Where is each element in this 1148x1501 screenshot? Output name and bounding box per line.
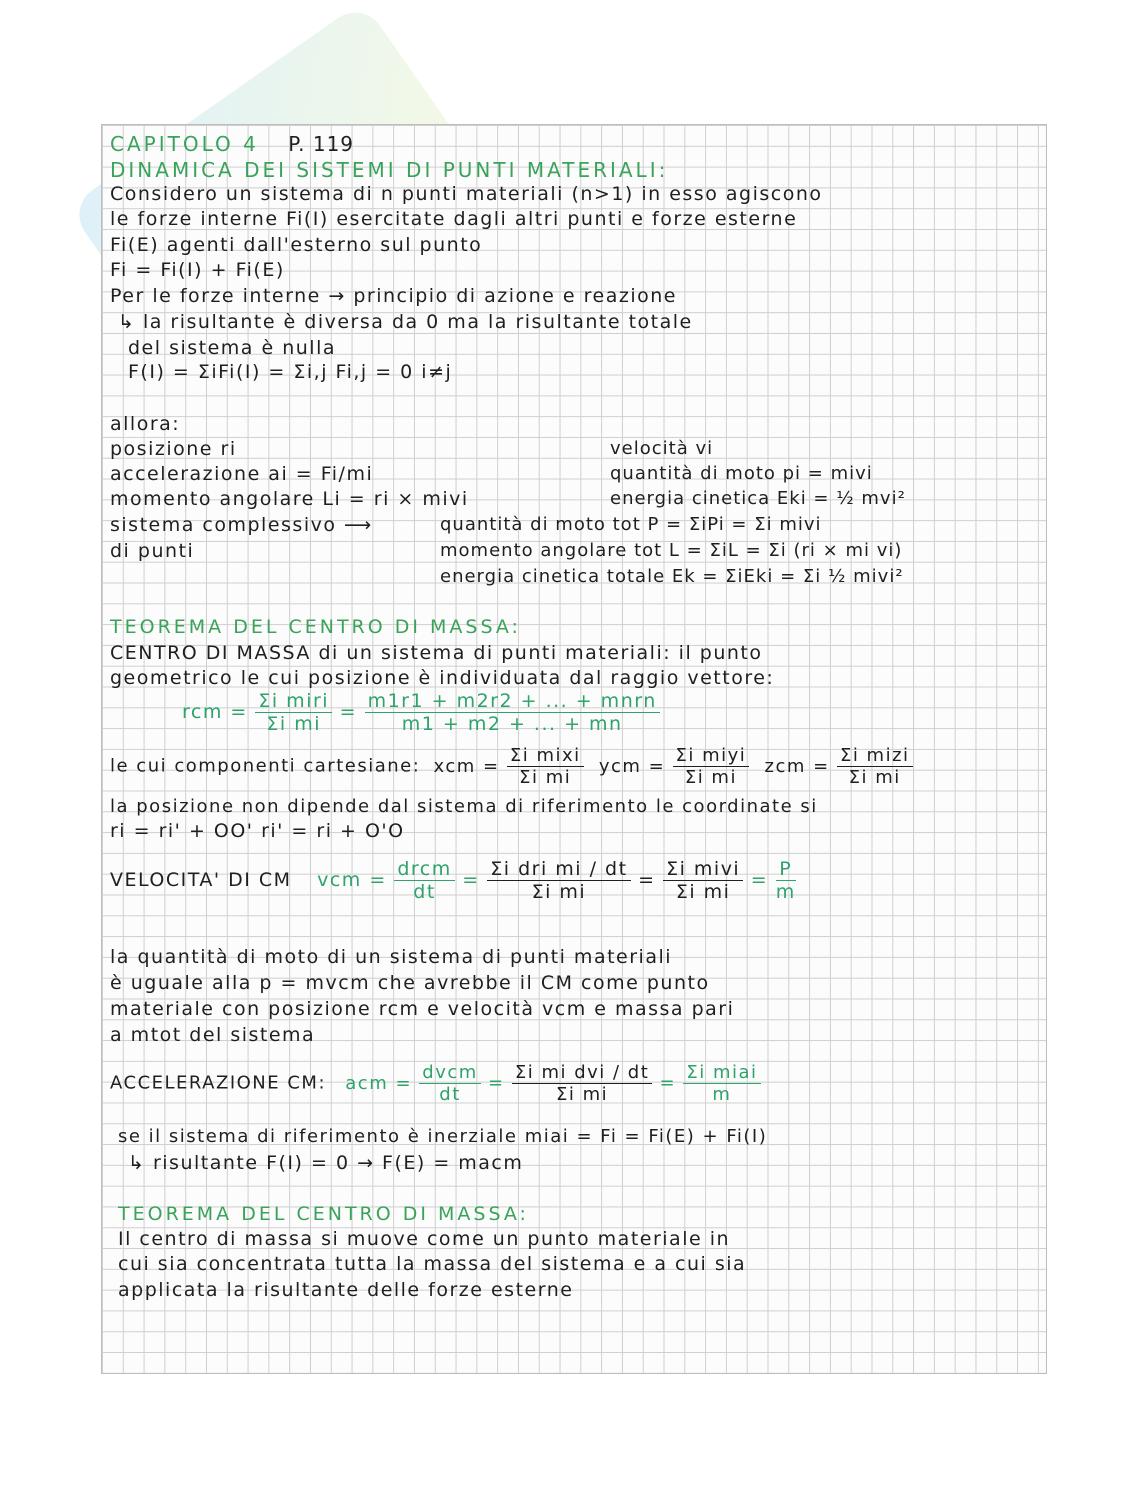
zcm-denominator: Σi mi	[848, 767, 901, 788]
cm-definition-1: CENTRO DI MASSA di un sistema di punti materiali: il punto	[110, 642, 763, 664]
theorem-line-1: Il centro di massa si muove come un punto materiale in	[118, 1228, 731, 1250]
acm-denominator-3: m	[712, 1084, 732, 1105]
vcm-numerator-4: P	[776, 858, 796, 881]
vcm-numerator-2: Σi dri mi / dt	[487, 858, 630, 881]
intro-line-2: le forze interne Fi(I) esercitate dagli altri punti e forze esterne	[110, 208, 798, 230]
ycm-fraction	[673, 745, 750, 788]
quantity-right-6: energia cinetica totale Ek = ΣiEki = Σi ½ mivi²	[440, 566, 904, 587]
acm-numerator-2: Σi mi dvi / dt	[512, 1062, 652, 1084]
quantity-left-2: accelerazione ai = Fi/mi	[110, 463, 374, 485]
quantity-right-2: quantità di moto pi = mivi	[610, 463, 873, 484]
acm-formula	[110, 1062, 761, 1105]
page-number: P. 119	[288, 132, 355, 156]
position-line-2: ri = ri' + OO' ri' = ri + O'O	[110, 820, 405, 842]
cm-definition-2: geometrico le cui posizione è individuata dal raggio vettore:	[110, 667, 775, 689]
velocity-label: VELOCITA' DI CM	[110, 869, 292, 891]
acceleration-label: ACCELERAZIONE CM:	[110, 1072, 327, 1094]
rcm-lhs: rcm =	[182, 701, 248, 723]
rcm-expanded-fraction	[365, 690, 660, 735]
allora-label: allora:	[110, 413, 181, 435]
acm-lhs: acm =	[345, 1072, 413, 1094]
acm-fraction	[419, 1062, 481, 1105]
acm-numerator-3: Σi miai	[683, 1062, 760, 1084]
xcm-lhs: xcm =	[433, 755, 500, 777]
intro-line-5: Per le forze interne → principio di azione e reazione	[110, 285, 677, 307]
vcm-fraction	[394, 858, 454, 903]
acm-equals-2: =	[659, 1072, 677, 1094]
rcm-denominator: Σi mi	[266, 713, 322, 735]
quantity-right-3: energia cinetica Eki = ½ mvi²	[610, 488, 906, 509]
ycm-numerator: Σi miyi	[673, 745, 750, 767]
rcm-fraction	[255, 690, 332, 735]
intro-line-7: del sistema è nulla	[128, 337, 336, 359]
xcm-numerator: Σi mixi	[507, 745, 584, 767]
xcm-fraction	[507, 745, 584, 788]
quantity-left-5: di punti	[110, 540, 195, 562]
vcm-equals-3: =	[750, 869, 769, 891]
inertial-line-2: ↳ risultante F(I) = 0 → F(E) = macm	[128, 1152, 524, 1174]
acm-denominator-2: Σi mi	[555, 1084, 609, 1105]
rcm-equals: =	[339, 701, 358, 723]
section2-heading: TEOREMA DEL CENTRO DI MASSA:	[118, 1203, 529, 1225]
chapter-title: CAPITOLO 4	[110, 132, 259, 156]
zcm-fraction	[837, 745, 913, 788]
vcm-fraction-4	[776, 858, 796, 903]
cartesian-components	[110, 745, 913, 788]
vcm-fraction-3	[663, 858, 743, 903]
quantity-right-4: quantità di moto tot P = ΣiPi = Σi mivi	[440, 514, 822, 535]
vcm-denominator-3: Σi mi	[675, 881, 731, 903]
position-line-1: la posizione non dipende dal sistema di riferimento le coordinate si	[110, 796, 818, 817]
acm-equals-1: =	[488, 1072, 505, 1094]
vcm-numerator: drcm	[394, 858, 454, 881]
quantity-left-1: posizione ri	[110, 438, 237, 460]
ycm-lhs: ycm =	[598, 755, 666, 777]
intro-line-8: F(I) = ΣiFi(I) = Σi,j Fi,j = 0 i≠j	[128, 361, 453, 383]
theorem-line-2: cui sia concentrata tutta la massa del sistema e a cui sia	[118, 1253, 747, 1275]
section1-heading: TEOREMA DEL CENTRO DI MASSA:	[110, 616, 521, 638]
vcm-fraction-2	[487, 858, 630, 903]
rcm-formula	[182, 690, 660, 735]
intro-line-1: Considero un sistema di n punti materiali (n>1) in esso agiscono	[110, 183, 823, 205]
intro-line-6: ↳ la risultante è diversa da 0 ma la risultante totale	[118, 311, 693, 333]
vcm-denominator-4: m	[775, 881, 796, 903]
inertial-line-1: se il sistema di riferimento è inerziale miai = Fi = Fi(E) + Fi(I)	[118, 1126, 768, 1147]
vcm-lhs: vcm =	[317, 869, 387, 891]
momentum-line-3: materiale con posizione rcm e velocità vcm e massa pari	[110, 998, 735, 1020]
momentum-line-2: è uguale alla p = mvcm che avrebbe il CM come punto	[110, 972, 710, 994]
quantity-left-3: momento angolare Li = ri × mivi	[110, 488, 469, 510]
acm-denominator: dt	[439, 1084, 461, 1105]
xcm-denominator: Σi mi	[519, 767, 572, 788]
quantity-right-5: momento angolare tot L = ΣiL = Σi (ri × mi vi)	[440, 540, 903, 561]
vcm-formula	[110, 858, 796, 903]
rcm-expanded-numerator: m1r1 + m2r2 + ... + mnrn	[365, 690, 660, 713]
vcm-numerator-3: Σi mivi	[663, 858, 743, 881]
theorem-line-3: applicata la risultante delle forze esterne	[118, 1279, 574, 1301]
zcm-numerator: Σi mizi	[837, 745, 913, 767]
vcm-equals-2: =	[638, 869, 656, 891]
quantity-right-1: velocità vi	[610, 438, 714, 459]
chapter-header	[110, 132, 354, 156]
vcm-denominator: dt	[413, 881, 436, 903]
acm-fraction-2	[512, 1062, 652, 1105]
ycm-denominator: Σi mi	[684, 767, 737, 788]
chapter-subtitle: DINAMICA DEI SISTEMI DI PUNTI MATERIALI:	[110, 158, 669, 182]
rcm-expanded-denominator: m1 + m2 + ... + mn	[401, 713, 623, 735]
acm-fraction-3	[683, 1062, 760, 1105]
momentum-line-1: la quantità di moto di un sistema di punti materiali	[110, 946, 673, 968]
rcm-numerator: Σi miri	[255, 690, 332, 713]
intro-line-3: Fi(E) agenti dall'esterno sul punto	[110, 234, 483, 256]
quantity-left-4: sistema complessivo ⟶	[110, 514, 373, 536]
intro-line-4: Fi = Fi(I) + Fi(E)	[110, 259, 285, 281]
vcm-denominator-2: Σi mi	[531, 881, 587, 903]
momentum-line-4: a mtot del sistema	[110, 1024, 316, 1046]
vcm-equals-1: =	[462, 869, 480, 891]
cartesian-label: le cui componenti cartesiane:	[110, 755, 421, 777]
acm-numerator: dvcm	[419, 1062, 481, 1084]
zcm-lhs: zcm =	[764, 755, 830, 777]
